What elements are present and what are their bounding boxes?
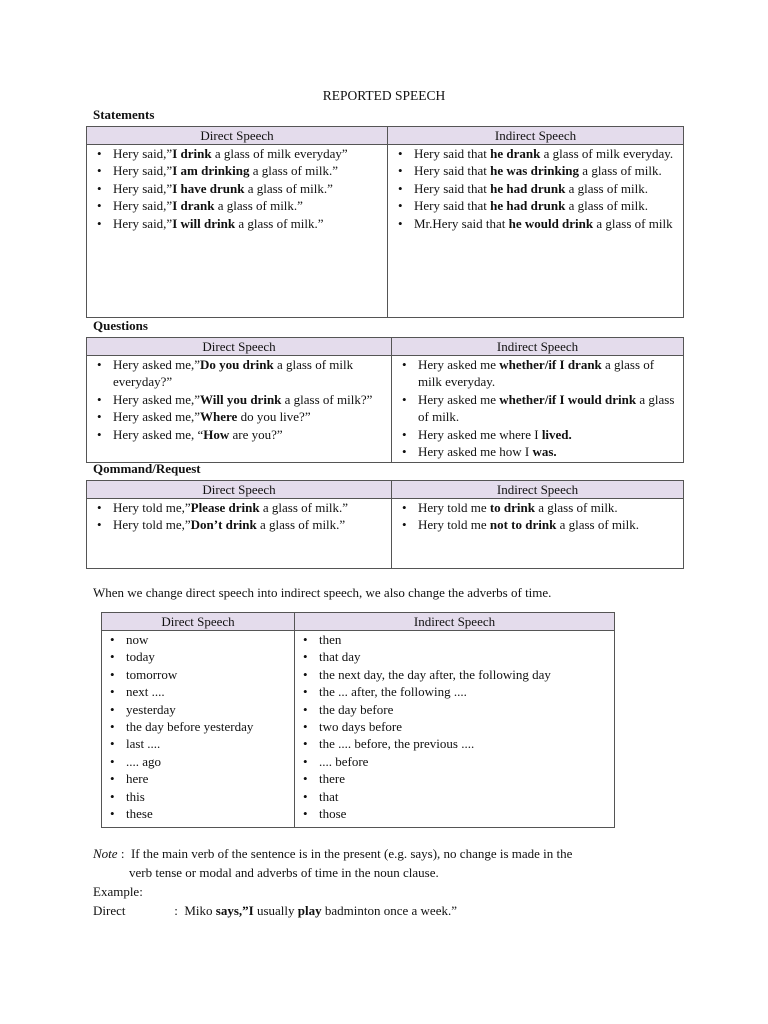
bold-text: Please drink xyxy=(190,500,260,515)
list-item: • those xyxy=(297,805,610,822)
bold-text: I drink xyxy=(172,146,212,161)
list-item: • the day before yesterday xyxy=(104,718,290,735)
bold-text: he had drunk xyxy=(490,198,566,214)
direct-speech-header: Direct Speech xyxy=(87,481,392,499)
text: Hery told me,” xyxy=(113,500,191,515)
list-item xyxy=(396,391,679,426)
text: a glass of milk.” xyxy=(249,163,338,179)
list-item: • that xyxy=(297,788,610,805)
text: a glass of milk. xyxy=(556,517,639,533)
text: Hery said that xyxy=(414,163,491,179)
text: a glass of milk. xyxy=(535,500,618,515)
list-item: • the day before xyxy=(297,701,610,718)
list-item xyxy=(91,197,383,214)
list-item xyxy=(392,162,679,179)
list-item xyxy=(396,499,679,516)
bold-text: lived. xyxy=(541,426,572,442)
statements-table xyxy=(86,126,684,318)
note-paragraph xyxy=(93,845,673,863)
text: Hery asked me, “ xyxy=(113,426,204,442)
text: Hery said that xyxy=(414,180,491,196)
bold-text: How xyxy=(203,426,230,442)
list-item xyxy=(91,145,383,162)
list-item: • the next day, the day after, the following day xyxy=(297,666,610,683)
list-item xyxy=(396,443,679,460)
note-colon: : xyxy=(117,846,131,861)
text: a glass of milk.” xyxy=(259,500,349,515)
list-item: • these xyxy=(104,805,290,822)
list-item: • this xyxy=(104,788,290,805)
bold-text: whether/if I drank xyxy=(499,357,602,372)
text: : Miko xyxy=(125,903,216,918)
section-heading-questions: Questions xyxy=(93,318,148,333)
commands-indirect-list xyxy=(396,499,679,534)
bold-text: to drink xyxy=(489,500,535,515)
bold-text: I will drink xyxy=(172,215,236,231)
direct-speech-header: Direct Speech xyxy=(87,338,392,356)
bold-text: Will you drink xyxy=(200,391,282,407)
list-item: • today xyxy=(104,648,290,665)
text: a glass of milk xyxy=(593,215,673,231)
bold-text: I drank xyxy=(172,198,215,214)
list-item xyxy=(91,426,387,443)
text: Hery asked me xyxy=(418,357,500,372)
direct-speech-header: Direct Speech xyxy=(102,613,295,631)
list-item: • yesterday xyxy=(104,701,290,718)
list-item: • here xyxy=(104,770,290,787)
text: do you live?” xyxy=(237,409,311,425)
example-direct-line xyxy=(93,902,673,920)
text: Hery asked me where I xyxy=(418,426,542,442)
text: a glass of milk.” xyxy=(256,517,346,533)
text: Hery asked me how I xyxy=(418,444,533,460)
list-item: • now xyxy=(104,631,290,648)
list-item xyxy=(396,356,679,391)
page-title: REPORTED SPEECH xyxy=(322,88,446,103)
bold-text: says,”I xyxy=(215,903,254,918)
statements-direct-list xyxy=(91,145,383,232)
list-item: • then xyxy=(297,631,610,648)
note-label: Note xyxy=(93,846,118,861)
text: a glass of milk?” xyxy=(281,391,373,407)
text: usually xyxy=(253,903,298,918)
list-item: • that day xyxy=(297,648,610,665)
questions-indirect-list xyxy=(396,356,679,460)
list-item: • tomorrow xyxy=(104,666,290,683)
bold-text: not to drink xyxy=(489,517,557,533)
list-item xyxy=(392,145,679,162)
bold-text: Do you drink xyxy=(200,357,274,372)
bold-text: he was drinking xyxy=(490,163,580,179)
bold-text: he would drink xyxy=(508,215,594,231)
text: Hery said that xyxy=(414,146,491,161)
example-label: Example: xyxy=(93,884,143,899)
list-item xyxy=(91,391,387,408)
section-heading-commands: Qommand/Request xyxy=(93,461,201,476)
text: Hery said,” xyxy=(113,198,173,214)
note-line1: If the main verb of the sentence is in the present (e.g. says), no change is made in the xyxy=(130,846,573,861)
text: Hery asked me,” xyxy=(113,391,200,407)
text: a glass of milk. xyxy=(565,198,649,214)
indirect-speech-header: Indirect Speech xyxy=(388,127,684,145)
text: Hery said,” xyxy=(113,163,173,179)
commands-direct-list xyxy=(91,499,387,534)
adverbs-indirect-list xyxy=(297,631,610,822)
bold-text: whether/if I would drink xyxy=(499,391,637,407)
list-item xyxy=(91,499,387,516)
list-item xyxy=(91,215,383,232)
text: badminton once a week.” xyxy=(321,903,457,918)
text: a glass of milk everyday. xyxy=(418,357,655,390)
questions-direct-list xyxy=(91,356,387,443)
questions-table xyxy=(86,337,684,463)
text: a glass of milk. xyxy=(579,163,662,179)
indirect-speech-header: Indirect Speech xyxy=(392,338,684,356)
list-item: • next .... xyxy=(104,683,290,700)
text: a glass of milk.” xyxy=(244,180,333,196)
bold-text: Where xyxy=(200,409,238,425)
text: Hery told me xyxy=(418,500,490,515)
bold-text: Don’t drink xyxy=(190,517,257,533)
adverbs-table xyxy=(101,612,615,828)
text: Hery asked me,” xyxy=(113,357,200,372)
list-item xyxy=(392,197,679,214)
bold-text: he drank xyxy=(490,146,541,161)
bold-text: play xyxy=(297,903,322,918)
text: a glass of milk. xyxy=(565,180,649,196)
list-item: • .... before xyxy=(297,753,610,770)
direct-speech-header: Direct Speech xyxy=(87,127,388,145)
text: Hery said,” xyxy=(113,146,173,161)
bold-text: I have drunk xyxy=(172,180,245,196)
list-item xyxy=(392,215,679,232)
list-item: • .... ago xyxy=(104,753,290,770)
text: a glass of milk.” xyxy=(214,198,303,214)
text: are you?” xyxy=(229,426,283,442)
text: Hery said,” xyxy=(113,180,173,196)
list-item: • there xyxy=(297,770,610,787)
bold-text: I am drinking xyxy=(172,163,250,179)
text: Hery asked me,” xyxy=(113,409,200,425)
indirect-speech-header: Indirect Speech xyxy=(295,613,615,631)
text: Hery told me xyxy=(418,517,490,533)
list-item xyxy=(91,162,383,179)
text: Mr.Hery said that xyxy=(414,215,509,231)
commands-table xyxy=(86,480,684,569)
list-item xyxy=(91,180,383,197)
adverbs-direct-list xyxy=(104,631,290,822)
text: a glass of milk.” xyxy=(235,215,324,231)
text: a glass of milk everyday?” xyxy=(113,357,354,390)
list-item: • last .... xyxy=(104,735,290,752)
bold-text: he had drunk xyxy=(490,180,566,196)
text: Direct xyxy=(93,903,126,918)
text: Hery asked me xyxy=(418,391,500,407)
bold-text: was. xyxy=(532,444,557,460)
list-item: • the ... after, the following .... xyxy=(297,683,610,700)
list-item xyxy=(396,516,679,533)
list-item xyxy=(91,408,387,425)
text: Hery told me,” xyxy=(113,517,191,533)
text: Hery said,” xyxy=(113,215,173,231)
list-item xyxy=(91,516,387,533)
statements-indirect-list xyxy=(392,145,679,232)
text: Hery said that xyxy=(414,198,491,214)
note-line2: verb tense or modal and adverbs of time in the noun clause. xyxy=(129,865,439,880)
text: a glass of milk. xyxy=(418,391,675,425)
list-item: • two days before xyxy=(297,718,610,735)
text: a glass of milk everyday” xyxy=(211,146,348,161)
indirect-speech-header: Indirect Speech xyxy=(392,481,684,499)
text: a glass of milk everyday. xyxy=(540,146,674,161)
list-item: • the .... before, the previous .... xyxy=(297,735,610,752)
adverbs-intro-text: When we change direct speech into indirect speech, we also change the adverbs of time. xyxy=(93,585,552,600)
list-item xyxy=(396,426,679,443)
section-heading-statements: Statements xyxy=(93,107,155,122)
list-item xyxy=(91,356,387,391)
list-item xyxy=(392,180,679,197)
